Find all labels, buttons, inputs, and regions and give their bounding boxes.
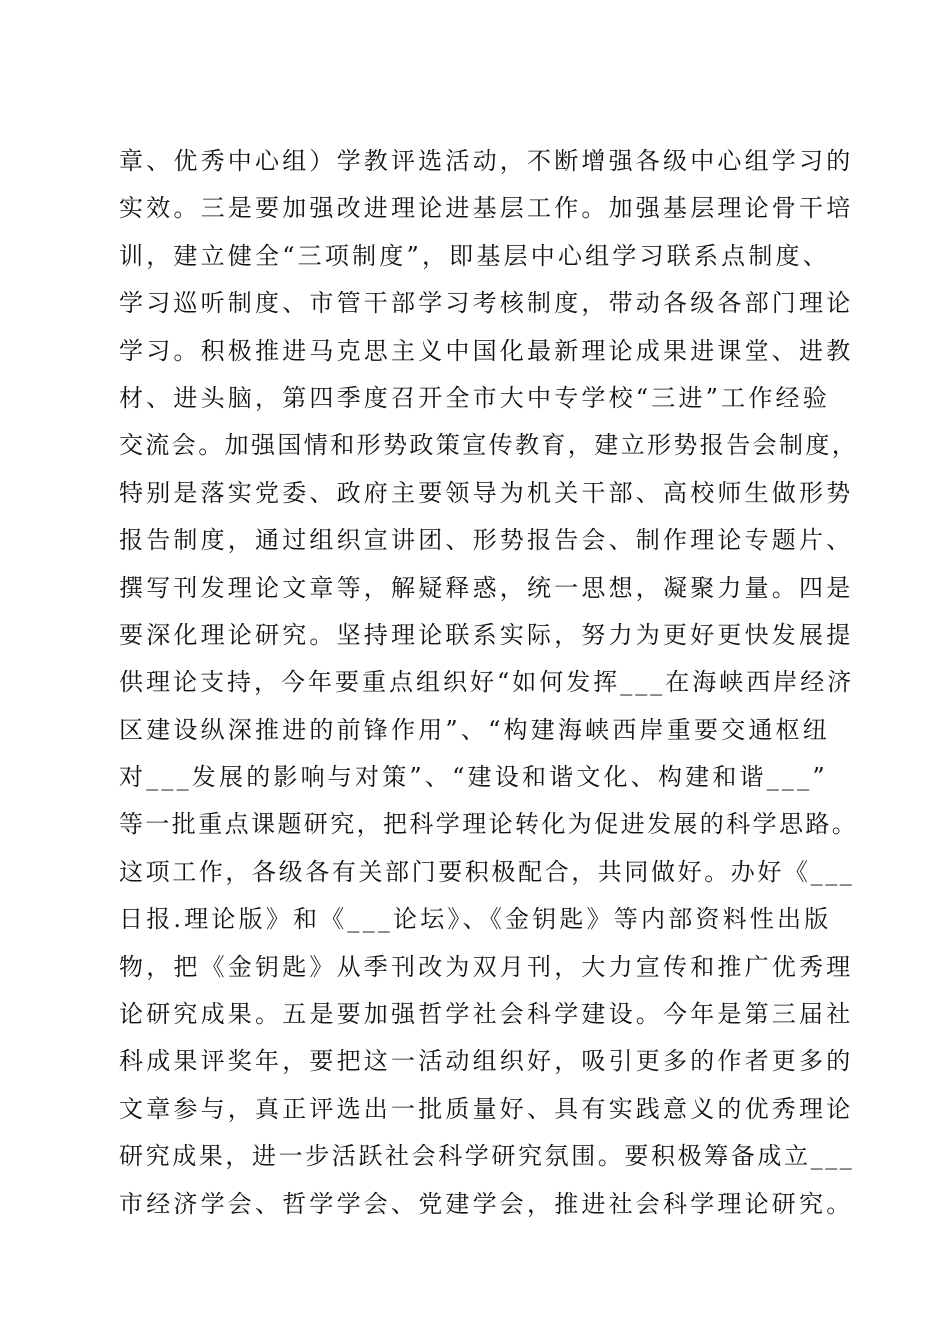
text-line: 交流会。加强国情和形势政策宣传教育，建立形势报告会制度， (119, 431, 859, 460)
text-line: 文章参与，真正评选出一批质量好、具有实践意义的优秀理论 (119, 1094, 854, 1123)
text-line: 章、优秀中心组）学教评选活动，不断增强各级中心组学习的 (119, 147, 854, 175)
text-line: 区建设纵深推进的前锋作用”、“构建海峡西岸重要交通枢纽 (119, 715, 830, 744)
text-line: 物，把《金钥匙》从季刊改为双月刊，大力宣传和推广优秀理 (119, 952, 854, 981)
text-line: 特别是落实党委、政府主要领导为机关干部、高校师生做形势 (119, 478, 854, 507)
text-line: 要深化理论研究。坚持理论联系实际，努力为更好更快发展提 (119, 620, 854, 649)
text-line: 这项工作，各级各有关部门要积极配合，共同做好。办好《___ (119, 857, 855, 886)
text-line: 学习巡听制度、市管干部学习考核制度，带动各级各部门理论 (119, 289, 854, 318)
text-line: 等一批重点课题研究，把科学理论转化为促进发展的科学思路。 (119, 810, 859, 839)
text-line: 市经济学会、哲学学会、党建学会，推进社会科学理论研究。 (119, 1189, 854, 1218)
text-line: 训，建立健全“三项制度”，即基层中心组学习联系点制度、 (119, 241, 830, 270)
text-line: 科成果评奖年，要把这一活动组织好，吸引更多的作者更多的 (119, 1047, 854, 1076)
text-line: 材、进头脑，第四季度召开全市大中专学校“三进”工作经验 (119, 383, 830, 412)
text-line: 撰写刊发理论文章等，解疑释惑，统一思想，凝聚力量。四是 (119, 573, 854, 602)
body-paragraph (119, 138, 859, 1228)
text-line: 对___发展的影响与对策”、“建设和谐文化、构建和谐___” (119, 763, 828, 792)
text-line: 报告制度，通过组织宣讲团、形势报告会、制作理论专题片、 (119, 526, 854, 555)
text-line: 学习。积极推进马克思主义中国化最新理论成果进课堂、进教 (119, 336, 854, 365)
text-line: 日报.理论版》和《___论坛》、《金钥匙》等内部资料性出版 (119, 905, 832, 934)
text-line: 论研究成果。五是要加强哲学社会科学建设。今年是第三届社 (119, 1000, 854, 1029)
text-line: 实效。三是要加强改进理论进基层工作。加强基层理论骨干培 (119, 194, 854, 223)
text-line: 研究成果，进一步活跃社会科学研究氛围。要积极筹备成立___ (119, 1142, 855, 1171)
text-line: 供理论支持，今年要重点组织好“如何发挥___在海峡西岸经济 (119, 668, 855, 697)
